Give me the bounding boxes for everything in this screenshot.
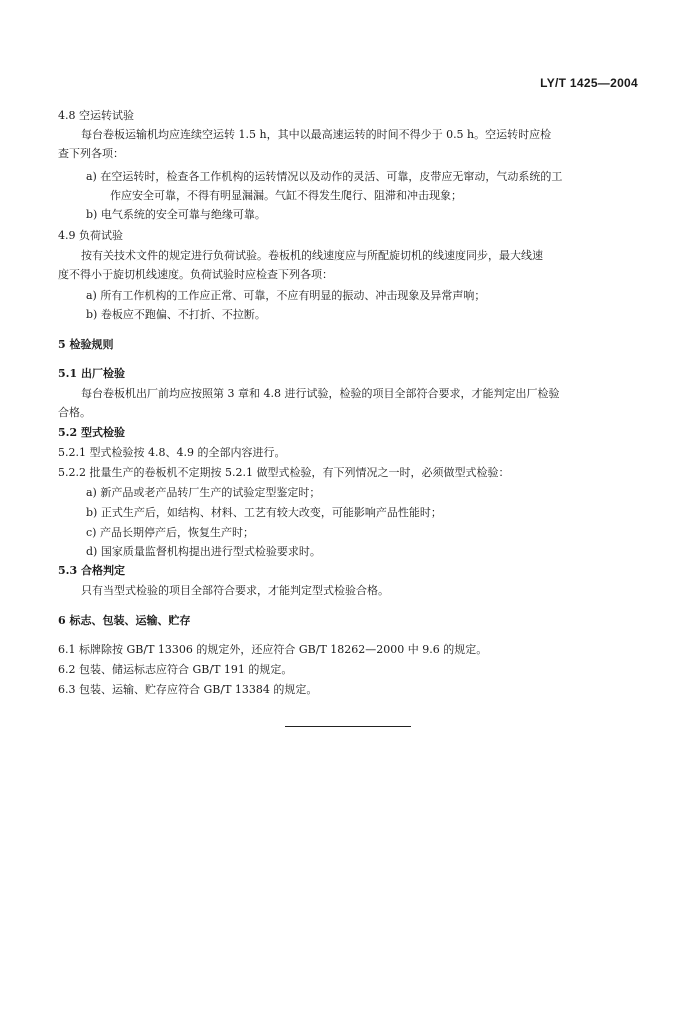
- document-number: LY/T 1425—2004: [540, 76, 638, 90]
- section-4-8-item-b: b) 电气系统的安全可靠与绝缘可靠。: [86, 208, 266, 221]
- section-5-2-heading: 5.2 型式检验: [58, 426, 125, 439]
- section-5-heading: 5 检验规则: [58, 338, 114, 351]
- section-4-8-para-line1: 每台卷板运输机均应连续空运转 1.5 h，其中以最高速运转的时间不得少于 0.5 h。空运转时应检: [81, 128, 552, 141]
- section-5-3-heading: 5.3 合格判定: [58, 564, 125, 577]
- section-5-2-2-item-b: b) 正式生产后，如结构、材料、工艺有较大改变，可能影响产品性能时；: [86, 506, 442, 519]
- section-4-8-item-a-line2: 作应安全可靠，不得有明显漏漏。气缸不得发生爬行、阻滞和冲击现象；: [110, 189, 462, 202]
- section-4-9-para-line1: 按有关技术文件的规定进行负荷试验。卷板机的线速度应与所配旋切机的线速度同步，最大线速: [81, 249, 543, 262]
- section-5-2-2-item-d: d) 国家质量监督机构提出进行型式检验要求时。: [86, 545, 321, 558]
- section-5-1-para-line2: 合格。: [58, 406, 91, 419]
- section-6-3: 6.3 包装、运输、贮存应符合 GB/T 13384 的规定。: [58, 683, 318, 696]
- section-5-3-text: 只有当型式检验的项目全部符合要求，才能判定型式检验合格。: [81, 584, 389, 597]
- end-rule: [285, 726, 411, 727]
- section-4-8-heading: 4.8 空运转试验: [58, 109, 134, 122]
- section-5-2-2: 5.2.2 批量生产的卷板机不定期按 5.2.1 做型式检验，有下列情况之一时，必须做型式检验：: [58, 466, 510, 479]
- section-5-2-2-item-c: c) 产品长期停产后，恢复生产时；: [86, 526, 254, 539]
- section-6-1: 6.1 标牌除按 GB/T 13306 的规定外，还应符合 GB/T 18262—2000 中 9.6 的规定。: [58, 643, 488, 656]
- section-6-2: 6.2 包装、储运标志应符合 GB/T 191 的规定。: [58, 663, 293, 676]
- section-4-8-para-line2: 查下列各项：: [58, 147, 124, 160]
- section-5-1-para-line1: 每台卷板机出厂前均应按照第 3 章和 4.8 进行试验，检验的项目全部符合要求，才能判定出厂检验: [81, 387, 560, 400]
- section-4-8-item-a-line1: a) 在空运转时，检查各工作机构的运转情况以及动作的灵活、可靠，皮带应无窜动，气动系统的工: [86, 170, 563, 183]
- section-6-heading: 6 标志、包装、运输、贮存: [58, 614, 191, 627]
- section-5-2-2-item-a: a) 新产品或老产品转厂生产的试验定型鉴定时；: [86, 486, 321, 499]
- section-5-1-heading: 5.1 出厂检验: [58, 367, 125, 380]
- section-4-9-para-line2: 度不得小于旋切机线速度。负荷试验时应检查下列各项：: [58, 268, 333, 281]
- section-4-9-heading: 4.9 负荷试验: [58, 229, 123, 242]
- section-4-9-item-a: a) 所有工作机构的工作应正常、可靠，不应有明显的振动、冲击现象及异常声响；: [86, 289, 486, 302]
- section-4-9-item-b: b) 卷板应不跑偏、不打折、不拉断。: [86, 308, 266, 321]
- section-5-2-1: 5.2.1 型式检验按 4.8、4.9 的全部内容进行。: [58, 446, 286, 459]
